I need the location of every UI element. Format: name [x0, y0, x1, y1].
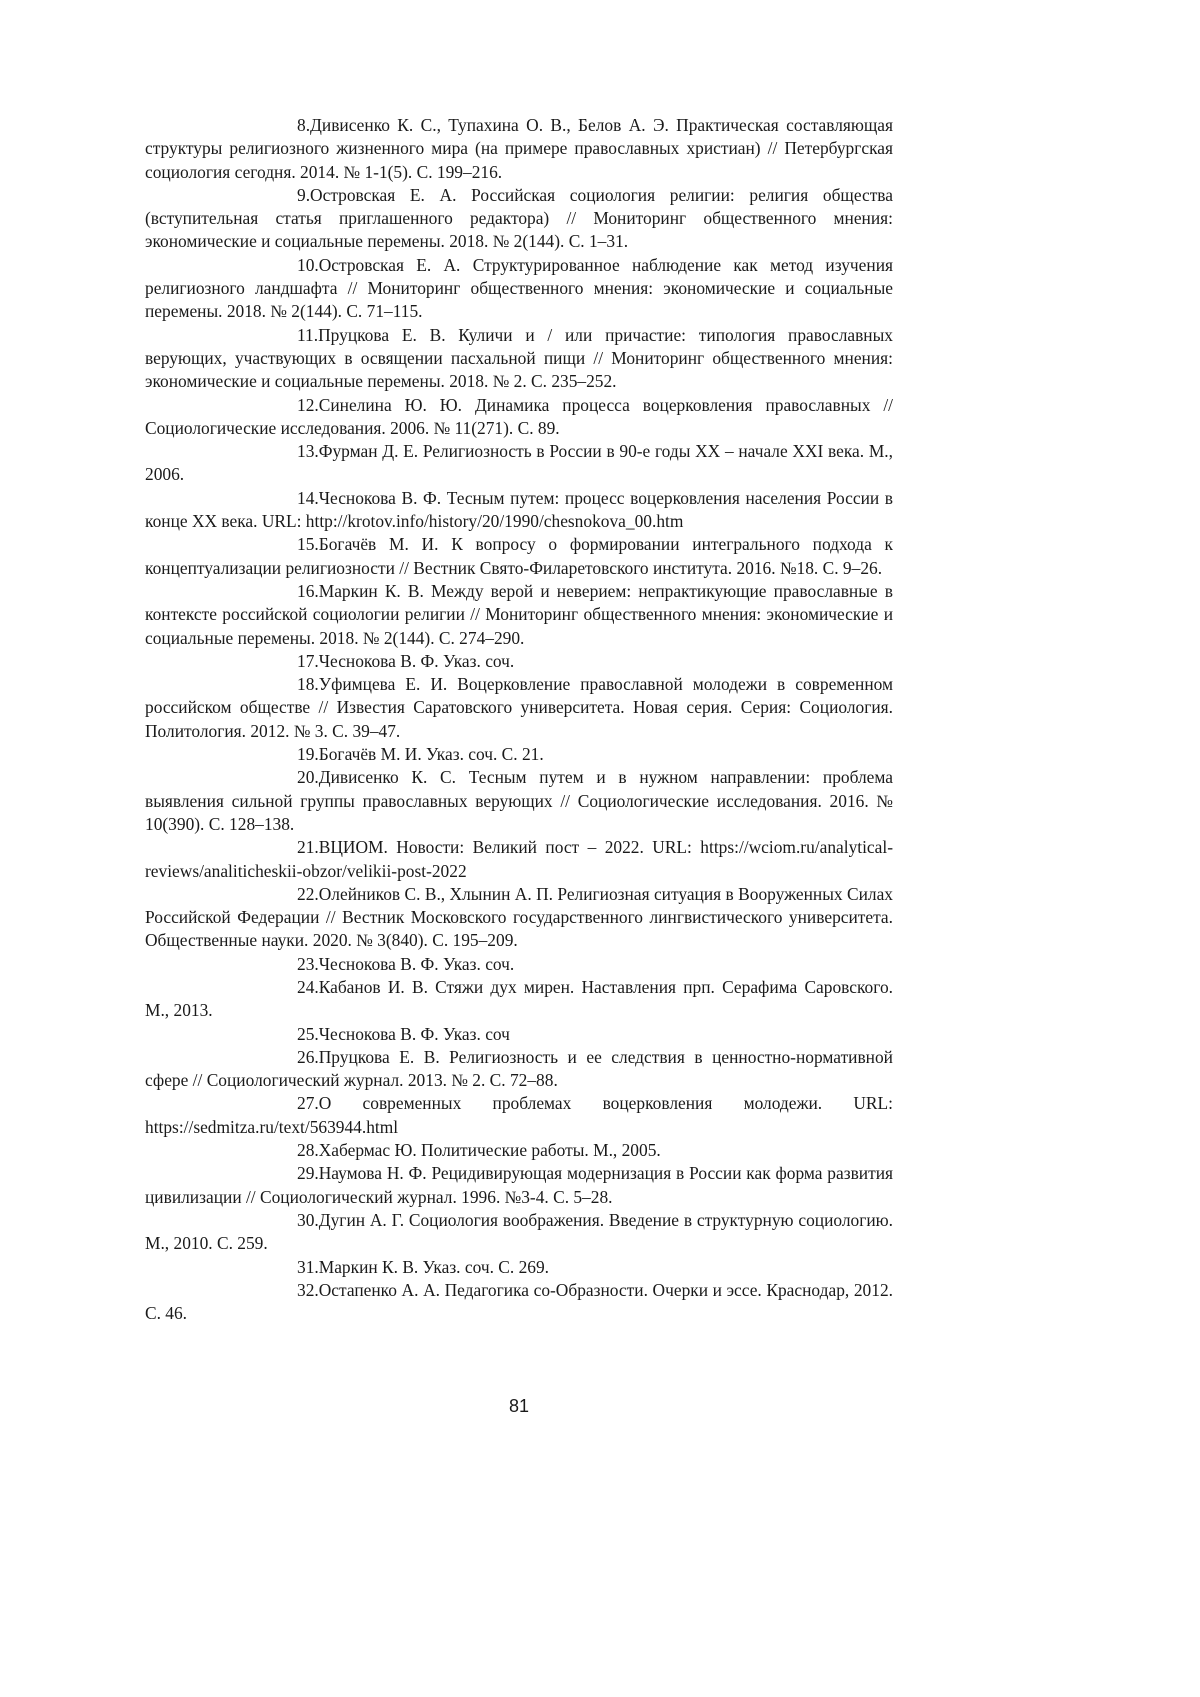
reference-item: 14.Чеснокова В. Ф. Тесным путем: процесс воцерковления населения России в конце XX века. URL: http://krotov.info/history/20/1990/chesnokova_00.htm — [145, 487, 893, 534]
reference-item: 10.Островская Е. А. Структурированное наблюдение как метод изучения религиозного ландшафта // Мониторинг общественного мнения: экономические и социальные перемены. 2018. № 2(144). С. 71–115. — [145, 254, 893, 324]
reference-item: 16.Маркин К. В. Между верой и неверием: непрактикующие православные в контексте российской социологии религии // Мониторинг общественного мнения: экономические и социальные перемены. 2018. № 2(144). С. 274–290. — [145, 580, 893, 650]
reference-item: 12.Синелина Ю. Ю. Динамика процесса воцерковления православных // Социологические исследования. 2006. № 11(271). С. 89. — [145, 394, 893, 441]
reference-item: 31.Маркин К. В. Указ. соч. С. 269. — [145, 1256, 893, 1279]
reference-item: 22.Олейников С. В., Хлынин А. П. Религиозная ситуация в Вооруженных Силах Российской Федерации // Вестник Московского государственного лингвистического университета. Общественные науки. 2020. № 3(840). С. 195–209. — [145, 883, 893, 953]
reference-item: 17.Чеснокова В. Ф. Указ. соч. — [145, 650, 893, 673]
reference-item: 32.Остапенко А. А. Педагогика со-Образности. Очерки и эссе. Краснодар, 2012. С. 46. — [145, 1279, 893, 1326]
reference-item: 8.Дивисенко К. С., Тупахина О. В., Белов А. Э. Практическая составляющая структуры религиозного жизненного мира (на примере православных христиан) // Петербургская социология сегодня. 2014. № 1-1(5). С. 199–216. — [145, 114, 893, 184]
reference-item: 18.Уфимцева Е. И. Воцерковление православной молодежи в современном российском обществе // Известия Саратовского университета. Новая серия. Серия: Социология. Политология. 2012. № 3. С. 39–47. — [145, 673, 893, 743]
reference-item: 29.Наумова Н. Ф. Рецидивирующая модернизация в России как форма развития цивилизации // Социологический журнал. 1996. №3-4. С. 5–28. — [145, 1162, 893, 1209]
reference-item: 13.Фурман Д. Е. Религиозность в России в 90-е годы XX – начале XXI века. М., 2006. — [145, 440, 893, 487]
reference-item: 25.Чеснокова В. Ф. Указ. соч — [145, 1023, 893, 1046]
reference-item: 23.Чеснокова В. Ф. Указ. соч. — [145, 953, 893, 976]
reference-item: 9.Островская Е. А. Российская социология религии: религия общества (вступительная статья приглашенного редактора) // Мониторинг общественного мнения: экономические и социальные перемены. 2018. № 2(144). С. 1–31. — [145, 184, 893, 254]
reference-item: 26.Пруцкова Е. В. Религиозность и ее следствия в ценностно-нормативной сфере // Социологический журнал. 2013. № 2. С. 72–88. — [145, 1046, 893, 1093]
reference-item: 19.Богачёв М. И. Указ. соч. С. 21. — [145, 743, 893, 766]
reference-item: 28.Хабермас Ю. Политические работы. М., 2005. — [145, 1139, 893, 1162]
reference-item: 27.О современных проблемах воцерковления молодежи. URL: https://sedmitza.ru/text/563944.html — [145, 1092, 893, 1139]
reference-list — [145, 114, 893, 1325]
reference-item: 21.ВЦИОМ. Новости: Великий пост – 2022. URL: https://wciom.ru/analytical-reviews/analiticheskii-obzor/velikii-post-2022 — [145, 836, 893, 883]
reference-item: 24.Кабанов И. В. Стяжи дух мирен. Наставления прп. Серафима Саровского. М., 2013. — [145, 976, 893, 1023]
reference-item: 20.Дивисенко К. С. Тесным путем и в нужном направлении: проблема выявления сильной группы православных верующих // Социологические исследования. 2016. № 10(390). С. 128–138. — [145, 766, 893, 836]
reference-item: 11.Пруцкова Е. В. Куличи и / или причастие: типология православных верующих, участвующих в освящении пасхальной пищи // Мониторинг общественного мнения: экономические и социальные перемены. 2018. № 2. С. 235–252. — [145, 324, 893, 394]
reference-item: 15.Богачёв М. И. К вопросу о формировании интегрального подхода к концептуализации религиозности // Вестник Свято-Филаретовского института. 2016. №18. С. 9–26. — [145, 533, 893, 580]
reference-item: 30.Дугин А. Г. Социология воображения. Введение в структурную социологию. М., 2010. С. 259. — [145, 1209, 893, 1256]
page-number: 81 — [0, 1396, 1038, 1417]
